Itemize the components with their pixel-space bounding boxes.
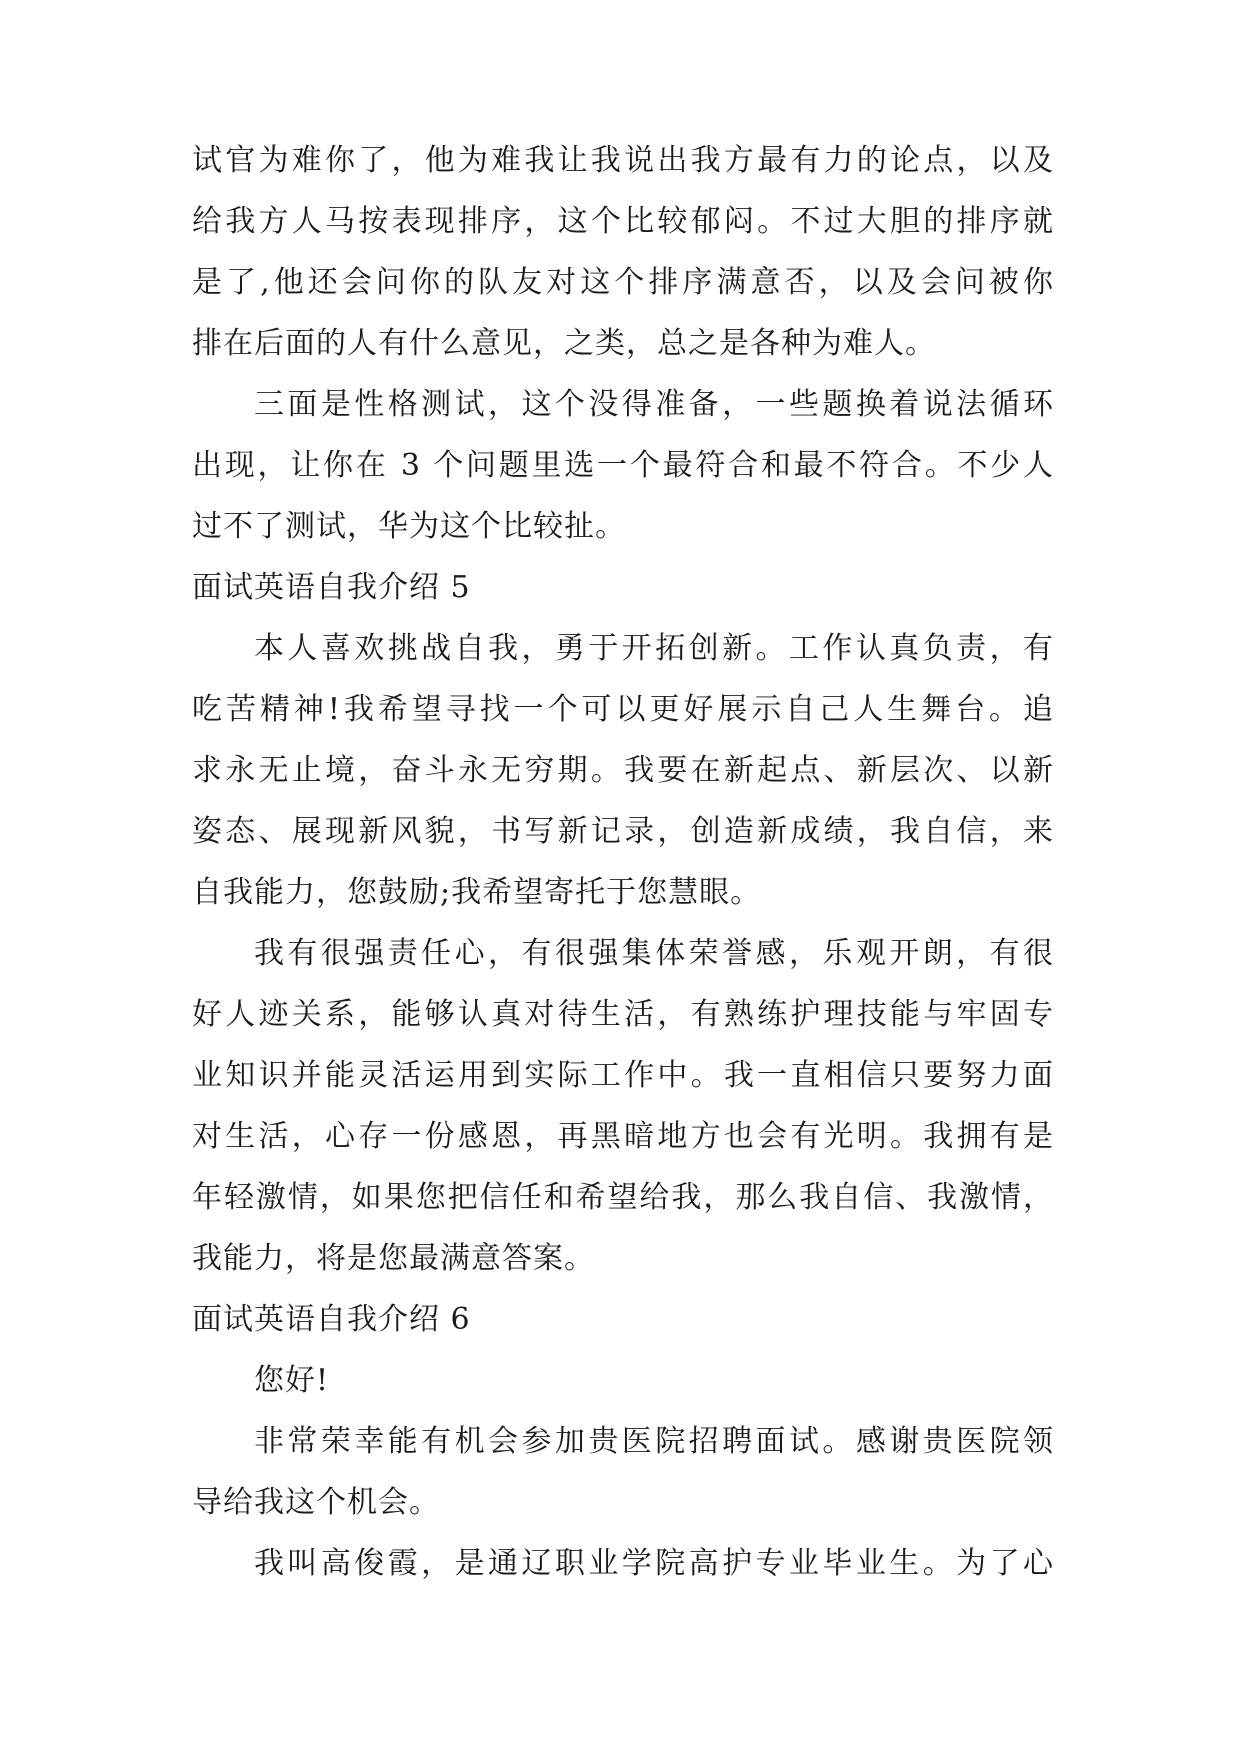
text-line: 吃苦精神!我希望寻找一个可以更好展示自己人生舞台。追: [192, 692, 1054, 727]
section-heading-6: 面试英语自我介绍 6: [192, 1302, 471, 1337]
text-line: 我叫高俊霞，是通辽职业学院高护专业毕业生。为了心: [254, 1546, 1054, 1581]
text-line: 年轻激情，如果您把信任和希望给我，那么我自信、我激情，: [192, 1180, 1054, 1215]
text-line: 好人迹关系，能够认真对待生活，有熟练护理技能与牢固专: [192, 997, 1054, 1032]
text-line: 导给我这个机会。: [192, 1485, 440, 1520]
paragraph-self-intro-6-a: [192, 1411, 1054, 1533]
paragraph-third-interview: [192, 374, 1054, 557]
paragraph-second-interview-end: [192, 130, 1054, 374]
text-line: 您好!: [254, 1363, 330, 1398]
text-line: 我能力，将是您最满意答案。: [192, 1241, 595, 1276]
text-line: 求永无止境，奋斗永无穷期。我要在新起点、新层次、以新: [192, 753, 1054, 788]
text-line: 排在后面的人有什么意见，之类，总之是各种为难人。: [192, 326, 936, 361]
paragraph-self-intro-5-b: [192, 923, 1054, 1289]
text-line: 我有很强责任心，有很强集体荣誉感，乐观开朗，有很: [254, 936, 1054, 971]
text-line: 姿态、展现新风貌，书写新记录，创造新成绩，我自信，来: [192, 814, 1054, 849]
paragraph-self-intro-5-a: [192, 618, 1054, 923]
text-line: 出现，让你在 3 个问题里选一个最符合和最不符合。不少人: [192, 448, 1054, 483]
text-line: 试官为难你了，他为难我让我说出我方最有力的论点，以及: [192, 143, 1054, 178]
text-line: 业知识并能灵活运用到实际工作中。我一直相信只要努力面: [192, 1058, 1054, 1093]
document-page: [192, 130, 1054, 1594]
text-line: 对生活，心存一份感恩，再黑暗地方也会有光明。我拥有是: [192, 1119, 1054, 1154]
text-line: 本人喜欢挑战自我，勇于开拓创新。工作认真负责，有: [254, 631, 1054, 666]
text-line: 给我方人马按表现排序，这个比较郁闷。不过大胆的排序就: [192, 204, 1054, 239]
text-line: 过不了测试，华为这个比较扯。: [192, 509, 626, 544]
text-line: 三面是性格测试，这个没得准备，一些题换着说法循环: [254, 387, 1054, 422]
section-heading-5: 面试英语自我介绍 5: [192, 570, 471, 605]
paragraph-greeting: [192, 1350, 1054, 1411]
text-line: 非常荣幸能有机会参加贵医院招聘面试。感谢贵医院领: [254, 1424, 1054, 1459]
paragraph-self-intro-6-b: [192, 1533, 1054, 1594]
text-line: 是了,他还会问你的队友对这个排序满意否，以及会问被你: [192, 265, 1054, 300]
text-line: 自我能力，您鼓励;我希望寄托于您慧眼。: [192, 875, 762, 910]
